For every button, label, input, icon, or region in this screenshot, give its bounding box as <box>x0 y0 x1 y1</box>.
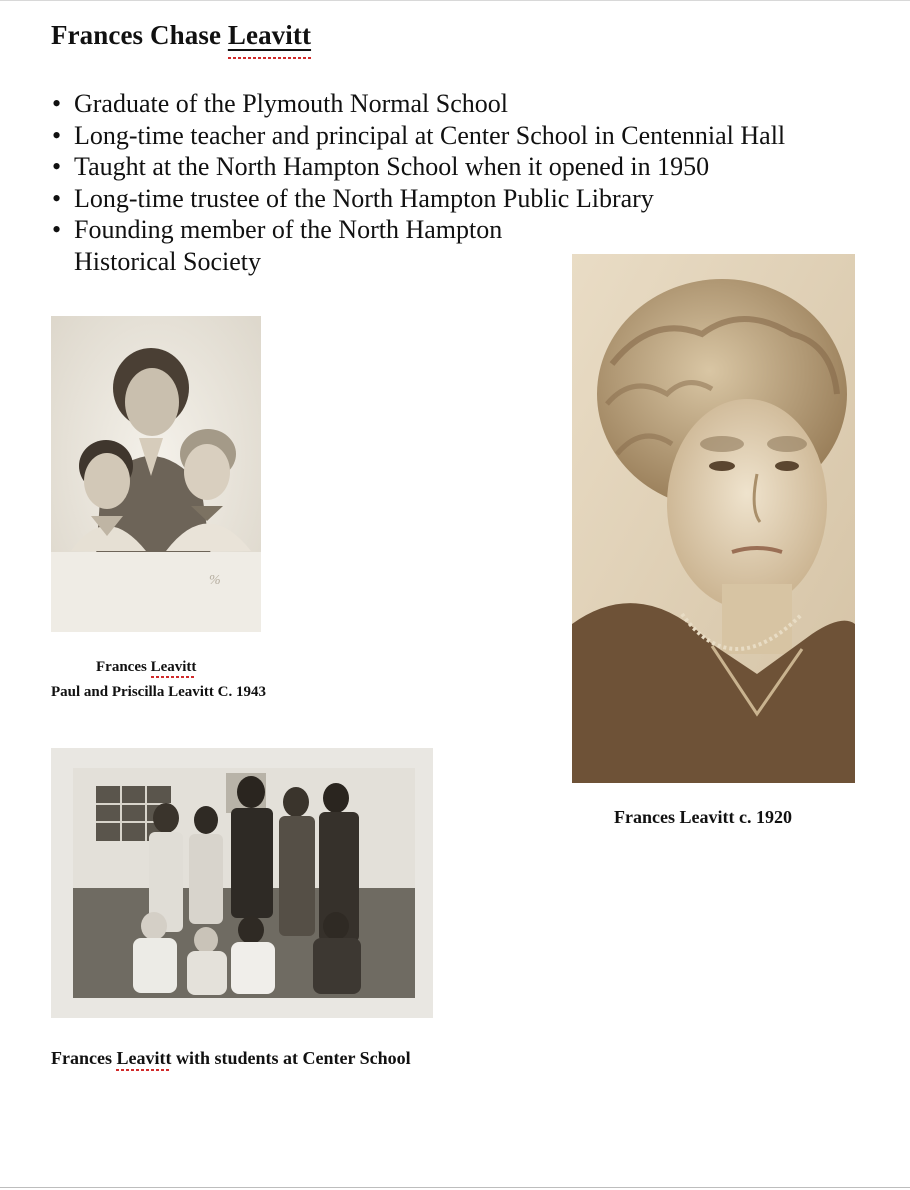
bullet-item <box>52 214 852 246</box>
bullet-icon: • <box>52 215 62 245</box>
bullet-text: Founding member of the North Hampton <box>74 215 503 245</box>
bullet-text: Long-time teacher and principal at Center School in Centennial Hall <box>74 120 786 150</box>
portrait-photo <box>572 254 855 783</box>
bullet-icon: • <box>52 183 62 213</box>
bullet-item <box>52 120 852 152</box>
page-top-border <box>0 0 910 1</box>
students-photo-caption <box>51 1048 411 1069</box>
bio-bullet-list <box>52 88 852 278</box>
bullet-item <box>52 151 852 183</box>
page-bottom-border <box>0 1187 910 1188</box>
bullet-text: Long-time trustee of the North Hampton Public Library <box>74 183 654 213</box>
svg-text:%: % <box>209 573 221 588</box>
title-first-name: Frances Chase <box>51 20 228 50</box>
bullet-text: Historical Society <box>74 246 262 276</box>
caption-text: Frances <box>96 659 151 675</box>
caption-surname: Leavitt <box>116 1048 172 1068</box>
bullet-icon: • <box>52 89 62 118</box>
family-photo-caption-line2: Paul and Priscilla Leavitt C. 1943 <box>51 684 266 700</box>
page-title <box>51 20 311 51</box>
bullet-text: Taught at the North Hampton School when it opened in 1950 <box>74 152 710 182</box>
bullet-text: Graduate of the Plymouth Normal School <box>74 89 508 118</box>
students-photo <box>51 748 433 1018</box>
bullet-icon: • <box>52 152 62 182</box>
family-photo-caption-line1 <box>96 659 196 676</box>
bullet-icon: • <box>52 120 62 150</box>
title-surname: Leavitt <box>227 20 312 50</box>
portrait-caption: Frances Leavitt c. 1920 <box>614 807 792 827</box>
family-photo <box>51 316 261 632</box>
bullet-item <box>52 183 852 215</box>
caption-text: Frances <box>51 1048 117 1068</box>
caption-text: with students at Center School <box>171 1048 411 1068</box>
bullet-item <box>52 88 852 120</box>
caption-surname: Leavitt <box>150 659 197 675</box>
